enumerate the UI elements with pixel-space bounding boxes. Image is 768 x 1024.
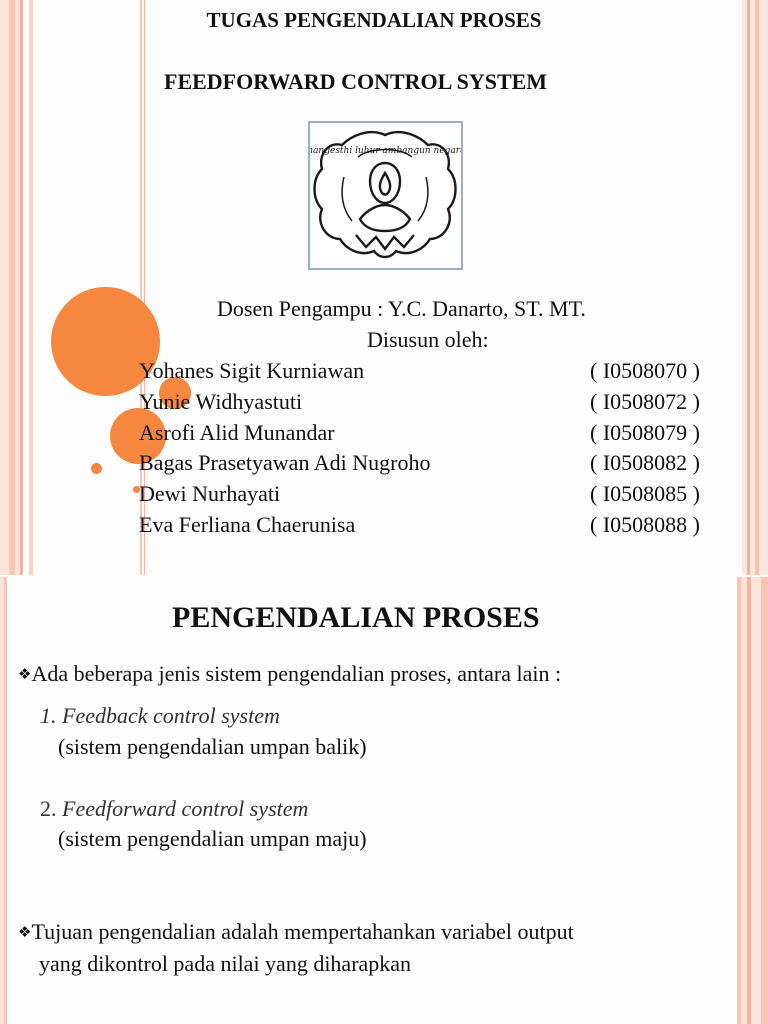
item-title: Feedback control system [62,703,280,728]
member-name: Asrofi Alid Munandar [139,420,335,445]
item-description: (sistem pengendalian umpan balik) [58,734,367,759]
slide-title: PENGENDALIAN PROSES [172,601,540,634]
compiled-by-label: Disusun oleh: [367,327,489,352]
diamond-bullet-icon: ❖ [18,923,32,941]
decor-strip [0,0,9,575]
member-name: Yohanes Sigit Kurniawan [139,358,365,383]
bullet-point [18,661,561,687]
logo-motto: mangesthi luhur ambangun negara [310,146,461,156]
decor-strip [755,0,759,575]
lecturer-line: Dosen Pengampu : Y.C. Danarto, ST. MT. [217,296,586,321]
member-name: Yunie Widhyastuti [139,389,303,414]
decor-strip [29,0,33,575]
member-nim: ( I0508085 ) [590,481,700,506]
member-nim: ( I0508082 ) [590,450,700,475]
slide-subtitle: FEEDFORWARD CONTROL SYSTEM [164,69,548,94]
diamond-bullet-icon: ❖ [18,665,32,683]
member-nim: ( I0508072 ) [590,389,700,414]
decor-strip [751,577,761,1024]
bullet-text: Tujuan pengendalian adalah mempertahankan variabel output [31,919,574,944]
university-seal-icon [310,123,461,268]
decor-strip [20,0,23,575]
member-nim: ( I0508079 ) [590,420,700,445]
member-name: Dewi Nurhayati [139,481,281,506]
list-item [40,796,308,822]
decor-circle-dot [91,463,102,474]
member-name: Eva Ferliana Chaerunisa [139,512,356,537]
item-description: (sistem pengendalian umpan maju) [58,826,367,851]
content-slide [0,577,768,1024]
member-name: Bagas Prasetyawan Adi Nugroho [139,450,431,475]
bullet-point [18,919,574,945]
item-number: 1. [40,703,57,728]
list-item [40,703,280,729]
bullet-text: Ada beberapa jenis sistem pengendalian proses, antara lain : [31,661,562,686]
item-title: Feedforward control system [62,796,309,821]
bullet-continuation: yang dikontrol pada nilai yang diharapkan [39,951,412,976]
member-nim: ( I0508088 ) [590,512,700,537]
item-number: 2. [40,796,57,821]
decor-strip [761,577,768,1024]
decor-strip [747,0,750,575]
decor-strip [4,577,7,1024]
logo-frame [308,121,463,270]
slide-title: TUGAS PENGENDALIAN PROSES [206,8,542,32]
member-nim: ( I0508070 ) [590,358,700,383]
